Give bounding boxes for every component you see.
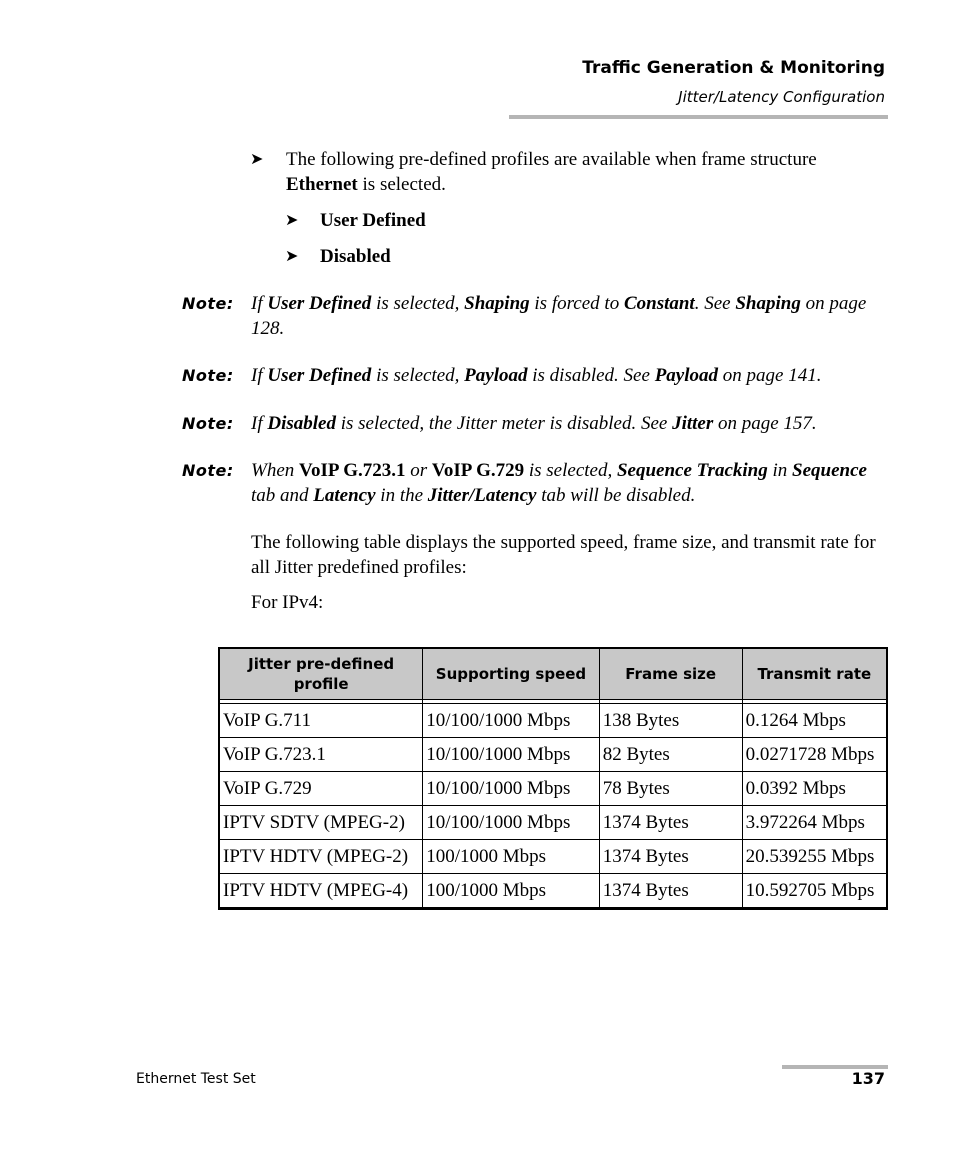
table-cell: 1374 Bytes	[599, 874, 742, 909]
table-cell: 10/100/1000 Mbps	[423, 704, 599, 738]
note-label: Note:	[182, 414, 234, 433]
page-header-title: Traffic Generation & Monitoring	[582, 58, 885, 78]
note-payload: If User Defined is selected, Payload is disabled. See Payload on page 141.	[251, 365, 822, 386]
column-header: Frame size	[599, 648, 742, 700]
table-cell: 0.0271728 Mbps	[742, 738, 887, 772]
note-voip: When VoIP G.723.1 or VoIP G.729 is selected, Sequence Tracking in Sequence tab and Latency in the Jitter/Latency tab will be disabled.	[251, 460, 867, 506]
column-header: Supporting speed	[423, 648, 599, 700]
jitter-profile-table	[218, 647, 888, 910]
table-cell: 10/100/1000 Mbps	[423, 738, 599, 772]
page-number: 137	[851, 1069, 885, 1088]
table-row	[219, 840, 887, 874]
note-jitter: If Disabled is selected, the Jitter meter is disabled. See Jitter on page 157.	[251, 413, 817, 434]
table-intro: The following table displays the supported speed, frame size, and transmit rate for all Jitter predefined profiles:	[251, 532, 876, 578]
table-row	[219, 772, 887, 806]
table-row	[219, 874, 887, 909]
table-cell: 3.972264 Mbps	[742, 806, 887, 840]
table-cell: 1374 Bytes	[599, 806, 742, 840]
ipv4-label: For IPv4:	[251, 592, 324, 613]
table-header-row	[219, 648, 887, 700]
table-cell: 10/100/1000 Mbps	[423, 806, 599, 840]
table-cell: IPTV HDTV (MPEG-2)	[219, 840, 423, 874]
table-cell: 1374 Bytes	[599, 840, 742, 874]
column-header: Jitter pre-defined profile	[219, 648, 423, 700]
table-cell: VoIP G.711	[219, 704, 423, 738]
note-label: Note:	[182, 294, 234, 313]
sub-bullet-arrow-icon: ➤	[285, 248, 299, 265]
note-label: Note:	[182, 461, 234, 480]
table-row	[219, 806, 887, 840]
page-header-subtitle: Jitter/Latency Configuration	[678, 88, 885, 106]
footer-product-name: Ethernet Test Set	[136, 1071, 256, 1087]
sub-bullet-arrow-icon: ➤	[285, 212, 299, 229]
table-cell: IPTV HDTV (MPEG-4)	[219, 874, 423, 909]
table-cell: IPTV SDTV (MPEG-2)	[219, 806, 423, 840]
table-cell: 20.539255 Mbps	[742, 840, 887, 874]
table-row	[219, 704, 887, 738]
table-cell: 100/1000 Mbps	[423, 840, 599, 874]
bullet-arrow-icon: ➤	[250, 151, 264, 168]
table-cell: 0.0392 Mbps	[742, 772, 887, 806]
bullet-user-defined: User Defined	[320, 210, 426, 231]
table-cell: 100/1000 Mbps	[423, 874, 599, 909]
table-cell: 78 Bytes	[599, 772, 742, 806]
table-cell: 0.1264 Mbps	[742, 704, 887, 738]
table-cell: VoIP G.723.1	[219, 738, 423, 772]
header-rule	[509, 115, 888, 119]
note-shaping: If User Defined is selected, Shaping is forced to Constant. See Shaping on page 128.	[251, 293, 867, 339]
table-cell: 138 Bytes	[599, 704, 742, 738]
table-cell: VoIP G.729	[219, 772, 423, 806]
table-cell: 82 Bytes	[599, 738, 742, 772]
column-header: Transmit rate	[742, 648, 887, 700]
bullet-profiles: The following pre-defined profiles are available when frame structure Ethernet is selected.	[286, 149, 817, 195]
table-cell: 10.592705 Mbps	[742, 874, 887, 909]
bullet-disabled: Disabled	[320, 246, 391, 267]
note-label: Note:	[182, 366, 234, 385]
table-row	[219, 738, 887, 772]
table-cell: 10/100/1000 Mbps	[423, 772, 599, 806]
